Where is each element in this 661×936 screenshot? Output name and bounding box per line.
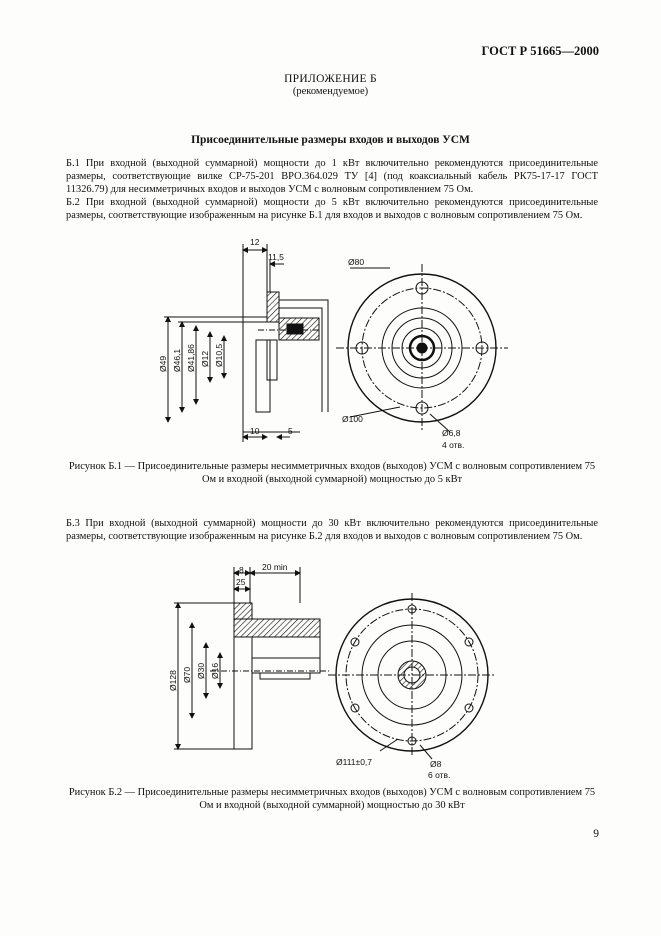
dim-20min: 20 min bbox=[262, 563, 288, 572]
dim-8: 8 bbox=[239, 565, 244, 575]
annex-title: ПРИЛОЖЕНИЕ Б bbox=[284, 73, 377, 85]
dim-holes-6: 6 отв. bbox=[428, 770, 451, 780]
dim-d128: Ø128 bbox=[168, 670, 178, 691]
dim-12: 12 bbox=[250, 237, 260, 247]
section-heading: Присоединительные размеры входов и выходов УСМ bbox=[191, 134, 470, 146]
standard-code: ГОСТ Р 51665—2000 bbox=[481, 44, 599, 58]
annex-subtitle: (рекомендуемое) bbox=[292, 86, 369, 97]
page-number: 9 bbox=[593, 828, 599, 840]
figure-b2-front-view bbox=[328, 593, 496, 759]
figure-b1-drawing bbox=[150, 232, 530, 460]
dim-d12: Ø12 bbox=[200, 350, 210, 367]
paragraph-b1: Б.1 При входной (выходной суммарной) мощности до 1 кВт включительно рекомендуются присоединительные размеры, соответствующие вилке СР-75-201 ВРО.364.029 ТУ [4] (под коаксиальный кабель РК75-17-17 ГОСТ 11326.79) для несимметричных входов и выходов УСМ с волновым сопротивлением 75 Ом. bbox=[66, 158, 598, 196]
dim-d16: Ø16 bbox=[210, 662, 220, 679]
dim-5: 5 bbox=[288, 426, 293, 436]
dim-d111: Ø111±0,7 bbox=[336, 757, 373, 767]
dim-d80: Ø80 bbox=[348, 257, 365, 267]
dim-d49: Ø49 bbox=[158, 355, 168, 372]
dim-d70: Ø70 bbox=[182, 666, 192, 683]
dim-d8-hole: Ø8 bbox=[430, 759, 442, 769]
dim-d100: Ø100 bbox=[342, 414, 363, 424]
paragraph-b3: Б.3 При входной (выходной суммарной) мощности до 30 кВт включительно рекомендуются присоединительные размеры, соответствующие изображенным на рисунке Б.2 для входов и выходов с волновым сопротивлением 75 Ом. bbox=[66, 518, 598, 543]
figure-b2-caption: Рисунок Б.2 — Присоединительные размеры несимметричных входов (выходов) УСМ с волновым сопротивлением 75 Ом и входной (выходной суммарной) мощностью до 30 кВт bbox=[68, 787, 596, 811]
figure-b2-drawing bbox=[150, 563, 530, 785]
dim-d41-86: Ø41,86 bbox=[186, 344, 196, 372]
dim-25: 25 bbox=[236, 577, 246, 587]
figure-b2-side-view bbox=[174, 567, 330, 749]
dim-d6-8: Ø6,8 bbox=[442, 428, 461, 438]
dim-d46-1: Ø46,1 bbox=[172, 348, 182, 372]
dim-holes-4: 4 отв. bbox=[442, 440, 465, 450]
dim-11-5: 11,5 bbox=[268, 252, 284, 262]
paragraph-b2: Б.2 При входной (выходной суммарной) мощности до 5 кВт включительно рекомендуются присоединительные размеры, соответствующие изображенным на рисунке Б.1 для входов и выходов с волновым сопротивлением 75 Ом. bbox=[66, 197, 598, 222]
figure-b1 bbox=[150, 232, 530, 460]
figure-b1-caption: Рисунок Б.1 — Присоединительные размеры несимметричных входов (выходов) УСМ с волновым сопротивлением 75 Ом и входной (выходной суммарной) мощностью до 5 кВт bbox=[68, 461, 596, 485]
dim-10: 10 bbox=[250, 426, 260, 436]
figure-b2 bbox=[150, 563, 530, 785]
figure-b1-front-view bbox=[336, 264, 508, 432]
dim-d30: Ø30 bbox=[196, 662, 206, 679]
dim-d10-5: Ø10,5 bbox=[214, 343, 224, 367]
figure-b1-side-view bbox=[164, 244, 328, 442]
